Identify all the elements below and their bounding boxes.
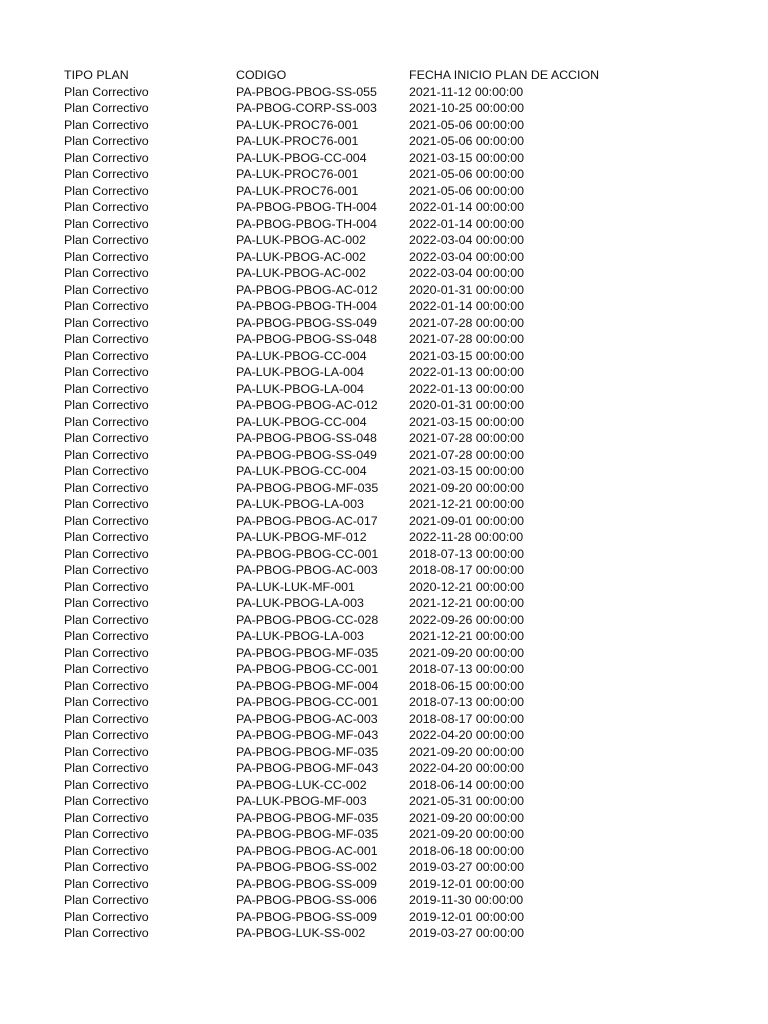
cell-fecha-inicio: 2021-11-12 00:00:00 (409, 84, 524, 99)
cell-fecha-inicio: 2021-05-06 00:00:00 (409, 117, 525, 132)
table-row (64, 843, 704, 860)
cell-fecha-inicio: 2018-06-15 00:00:00 (409, 678, 525, 693)
cell-codigo: PA-PBOG-PBOG-MF-043 (236, 728, 379, 742)
cell-fecha-inicio: 2019-12-01 00:00:00 (409, 909, 525, 924)
cell-fecha-inicio: 2022-01-13 00:00:00 (409, 381, 525, 396)
table-row (64, 793, 704, 810)
cell-fecha-inicio: 2021-05-06 00:00:00 (409, 183, 525, 198)
table-row (64, 661, 704, 678)
cell-tipo-plan: Plan Correctivo (64, 513, 149, 528)
cell-tipo-plan: Plan Correctivo (64, 200, 149, 214)
table-row (64, 694, 704, 711)
cell-fecha-inicio: 2021-09-20 00:00:00 (409, 480, 525, 495)
cell-codigo: PA-LUK-PBOG-LA-003 (236, 629, 364, 643)
cell-codigo: PA-LUK-PBOG-CC-004 (236, 464, 367, 478)
cell-tipo-plan: Plan Correctivo (64, 365, 149, 379)
cell-fecha-inicio: 2021-07-28 00:00:00 (409, 332, 525, 346)
cell-fecha-inicio: 2021-05-06 00:00:00 (409, 134, 525, 148)
header-codigo: CODIGO (236, 68, 287, 82)
cell-tipo-plan: Plan Correctivo (64, 150, 149, 165)
cell-tipo-plan: Plan Correctivo (64, 761, 149, 775)
table-row (64, 645, 704, 662)
cell-codigo: PA-PBOG-PBOG-AC-003 (236, 711, 378, 726)
cell-codigo: PA-LUK-PROC76-001 (236, 117, 359, 132)
cell-codigo: PA-PBOG-PBOG-AC-012 (236, 282, 378, 297)
cell-tipo-plan: Plan Correctivo (64, 794, 149, 808)
table-row (64, 183, 704, 200)
cell-fecha-inicio: 2018-08-17 00:00:00 (409, 563, 525, 577)
cell-fecha-inicio: 2018-07-13 00:00:00 (409, 546, 525, 561)
cell-codigo: PA-PBOG-PBOG-MF-035 (236, 744, 379, 759)
cell-fecha-inicio: 2019-03-27 00:00:00 (409, 926, 525, 940)
cell-tipo-plan: Plan Correctivo (64, 662, 149, 676)
cell-tipo-plan: Plan Correctivo (64, 744, 149, 759)
cell-fecha-inicio: 2021-03-15 00:00:00 (409, 414, 525, 429)
cell-codigo: PA-LUK-PBOG-LA-004 (236, 381, 364, 396)
cell-fecha-inicio: 2021-09-20 00:00:00 (409, 744, 525, 759)
table-row (64, 84, 704, 101)
table-row (64, 414, 704, 431)
cell-codigo: PA-LUK-PBOG-CC-004 (236, 150, 367, 165)
cell-tipo-plan: Plan Correctivo (64, 893, 149, 907)
table-row (64, 595, 704, 612)
cell-fecha-inicio: 2021-07-28 00:00:00 (409, 315, 525, 330)
cell-tipo-plan: Plan Correctivo (64, 497, 149, 511)
table-row (64, 892, 704, 909)
cell-tipo-plan: Plan Correctivo (64, 645, 149, 660)
cell-codigo: PA-LUK-PBOG-MF-003 (236, 794, 367, 808)
cell-fecha-inicio: 2021-12-21 00:00:00 (409, 596, 525, 610)
table-row (64, 249, 704, 266)
cell-codigo: PA-PBOG-PBOG-CC-001 (236, 662, 379, 676)
cell-tipo-plan: Plan Correctivo (64, 728, 149, 742)
cell-tipo-plan: Plan Correctivo (64, 530, 149, 544)
cell-codigo: PA-LUK-PBOG-AC-002 (236, 266, 366, 280)
cell-codigo: PA-LUK-PBOG-LA-004 (236, 365, 364, 379)
cell-tipo-plan: Plan Correctivo (64, 447, 149, 462)
table-row (64, 744, 704, 761)
cell-tipo-plan: Plan Correctivo (64, 695, 149, 709)
cell-fecha-inicio: 2020-01-31 00:00:00 (409, 398, 525, 412)
cell-tipo-plan: Plan Correctivo (64, 843, 149, 858)
cell-tipo-plan: Plan Correctivo (64, 612, 149, 627)
cell-tipo-plan: Plan Correctivo (64, 299, 149, 313)
cell-tipo-plan: Plan Correctivo (64, 480, 149, 495)
cell-codigo: PA-PBOG-LUK-SS-002 (236, 926, 366, 940)
cell-tipo-plan: Plan Correctivo (64, 84, 149, 99)
cell-tipo-plan: Plan Correctivo (64, 909, 149, 924)
cell-fecha-inicio: 2021-03-15 00:00:00 (409, 464, 525, 478)
cell-fecha-inicio: 2022-01-14 00:00:00 (409, 299, 525, 313)
cell-fecha-inicio: 2022-03-04 00:00:00 (409, 266, 525, 280)
cell-tipo-plan: Plan Correctivo (64, 183, 149, 198)
cell-codigo: PA-LUK-LUK-MF-001 (236, 579, 355, 594)
table-body (64, 84, 704, 942)
cell-fecha-inicio: 2021-07-28 00:00:00 (409, 447, 525, 462)
cell-codigo: PA-PBOG-PBOG-MF-043 (236, 761, 379, 775)
cell-fecha-inicio: 2019-11-30 00:00:00 (409, 893, 524, 907)
data-table (64, 67, 704, 942)
table-row (64, 579, 704, 596)
cell-fecha-inicio: 2022-09-26 00:00:00 (409, 612, 525, 627)
cell-fecha-inicio: 2022-01-14 00:00:00 (409, 216, 525, 231)
table-row (64, 727, 704, 744)
cell-codigo: PA-LUK-PBOG-AC-002 (236, 249, 366, 264)
cell-tipo-plan: Plan Correctivo (64, 216, 149, 231)
cell-fecha-inicio: 2022-01-14 00:00:00 (409, 200, 525, 214)
cell-fecha-inicio: 2021-09-20 00:00:00 (409, 827, 525, 841)
cell-codigo: PA-PBOG-PBOG-SS-048 (236, 431, 377, 445)
table-row (64, 298, 704, 315)
cell-codigo: PA-PBOG-PBOG-MF-035 (236, 810, 379, 825)
cell-fecha-inicio: 2021-03-15 00:00:00 (409, 348, 525, 363)
cell-codigo: PA-PBOG-PBOG-TH-004 (236, 299, 377, 313)
cell-tipo-plan: Plan Correctivo (64, 266, 149, 280)
cell-codigo: PA-LUK-PBOG-AC-002 (236, 233, 366, 247)
cell-tipo-plan: Plan Correctivo (64, 134, 149, 148)
cell-fecha-inicio: 2022-03-04 00:00:00 (409, 249, 525, 264)
cell-fecha-inicio: 2021-05-31 00:00:00 (409, 794, 525, 808)
cell-codigo: PA-LUK-PROC76-001 (236, 183, 359, 198)
cell-fecha-inicio: 2020-01-31 00:00:00 (409, 282, 525, 297)
cell-tipo-plan: Plan Correctivo (64, 431, 149, 445)
table-row (64, 546, 704, 563)
table-row (64, 150, 704, 167)
cell-codigo: PA-PBOG-PBOG-CC-001 (236, 695, 379, 709)
table-row (64, 216, 704, 233)
cell-tipo-plan: Plan Correctivo (64, 233, 149, 247)
table-row (64, 529, 704, 546)
cell-codigo: PA-PBOG-PBOG-SS-009 (236, 876, 377, 891)
cell-fecha-inicio: 2021-09-20 00:00:00 (409, 645, 525, 660)
cell-codigo: PA-PBOG-PBOG-MF-035 (236, 827, 379, 841)
cell-tipo-plan: Plan Correctivo (64, 315, 149, 330)
cell-fecha-inicio: 2021-12-21 00:00:00 (409, 629, 525, 643)
cell-codigo: PA-PBOG-PBOG-AC-012 (236, 398, 378, 412)
table-row (64, 678, 704, 695)
cell-tipo-plan: Plan Correctivo (64, 711, 149, 726)
cell-tipo-plan: Plan Correctivo (64, 381, 149, 396)
table-row (64, 117, 704, 134)
cell-codigo: PA-PBOG-LUK-CC-002 (236, 777, 367, 792)
table-row (64, 447, 704, 464)
cell-tipo-plan: Plan Correctivo (64, 249, 149, 264)
table-row (64, 315, 704, 332)
cell-tipo-plan: Plan Correctivo (64, 579, 149, 594)
header-tipo-plan: TIPO PLAN (64, 68, 129, 82)
table-row (64, 925, 704, 942)
cell-fecha-inicio: 2021-05-06 00:00:00 (409, 167, 525, 181)
cell-codigo: PA-PBOG-PBOG-SS-048 (236, 332, 377, 346)
cell-fecha-inicio: 2021-07-28 00:00:00 (409, 431, 525, 445)
table-row (64, 232, 704, 249)
table-row (64, 100, 704, 117)
cell-codigo: PA-PBOG-PBOG-AC-003 (236, 563, 378, 577)
table-row (64, 480, 704, 497)
table-row (64, 496, 704, 513)
cell-tipo-plan: Plan Correctivo (64, 827, 149, 841)
cell-tipo-plan: Plan Correctivo (64, 876, 149, 891)
table-row (64, 760, 704, 777)
cell-codigo: PA-PBOG-PBOG-TH-004 (236, 216, 377, 231)
table-row (64, 628, 704, 645)
cell-codigo: PA-PBOG-PBOG-AC-017 (236, 513, 378, 528)
cell-tipo-plan: Plan Correctivo (64, 678, 149, 693)
cell-tipo-plan: Plan Correctivo (64, 563, 149, 577)
header-fecha-inicio: FECHA INICIO PLAN DE ACCION (409, 68, 600, 82)
table-row (64, 463, 704, 480)
cell-tipo-plan: Plan Correctivo (64, 167, 149, 181)
table-row (64, 166, 704, 183)
cell-tipo-plan: Plan Correctivo (64, 117, 149, 132)
table-row (64, 348, 704, 365)
table-row (64, 612, 704, 629)
table-row (64, 777, 704, 794)
cell-codigo: PA-LUK-PBOG-CC-004 (236, 348, 367, 363)
cell-codigo: PA-LUK-PBOG-MF-012 (236, 530, 367, 544)
cell-fecha-inicio: 2021-12-21 00:00:00 (409, 497, 525, 511)
table-row (64, 364, 704, 381)
table-row (64, 859, 704, 876)
cell-tipo-plan: Plan Correctivo (64, 926, 149, 940)
cell-codigo: PA-PBOG-PBOG-SS-002 (236, 860, 377, 874)
table-header-row (64, 67, 704, 84)
cell-fecha-inicio: 2022-01-13 00:00:00 (409, 365, 525, 379)
cell-tipo-plan: Plan Correctivo (64, 398, 149, 412)
cell-fecha-inicio: 2021-03-15 00:00:00 (409, 150, 525, 165)
cell-codigo: PA-PBOG-PBOG-SS-009 (236, 909, 377, 924)
table-row (64, 397, 704, 414)
cell-codigo: PA-PBOG-PBOG-SS-049 (236, 447, 377, 462)
cell-tipo-plan: Plan Correctivo (64, 332, 149, 346)
cell-fecha-inicio: 2021-09-20 00:00:00 (409, 810, 525, 825)
cell-codigo: PA-PBOG-PBOG-MF-035 (236, 645, 379, 660)
cell-codigo: PA-PBOG-PBOG-MF-004 (236, 678, 379, 693)
cell-fecha-inicio: 2018-06-14 00:00:00 (409, 777, 525, 792)
table-row (64, 381, 704, 398)
table-row (64, 562, 704, 579)
cell-fecha-inicio: 2022-03-04 00:00:00 (409, 233, 525, 247)
cell-tipo-plan: Plan Correctivo (64, 596, 149, 610)
cell-fecha-inicio: 2018-06-18 00:00:00 (409, 843, 525, 858)
cell-codigo: PA-PBOG-PBOG-AC-001 (236, 843, 378, 858)
cell-fecha-inicio: 2018-07-13 00:00:00 (409, 695, 525, 709)
cell-tipo-plan: Plan Correctivo (64, 464, 149, 478)
table-row (64, 331, 704, 348)
cell-codigo: PA-LUK-PROC76-001 (236, 167, 359, 181)
cell-codigo: PA-LUK-PBOG-LA-003 (236, 596, 364, 610)
table-row (64, 810, 704, 827)
cell-codigo: PA-PBOG-PBOG-TH-004 (236, 200, 377, 214)
cell-tipo-plan: Plan Correctivo (64, 860, 149, 874)
table-row (64, 430, 704, 447)
cell-fecha-inicio: 2018-08-17 00:00:00 (409, 711, 525, 726)
table-row (64, 265, 704, 282)
cell-fecha-inicio: 2022-11-28 00:00:00 (409, 530, 524, 544)
cell-codigo: PA-LUK-PBOG-CC-004 (236, 414, 367, 429)
cell-codigo: PA-PBOG-PBOG-SS-006 (236, 893, 377, 907)
table-row (64, 826, 704, 843)
table-row (64, 133, 704, 150)
cell-fecha-inicio: 2019-12-01 00:00:00 (409, 876, 525, 891)
cell-fecha-inicio: 2022-04-20 00:00:00 (409, 761, 525, 775)
cell-codigo: PA-LUK-PROC76-001 (236, 134, 359, 148)
cell-tipo-plan: Plan Correctivo (64, 282, 149, 297)
cell-fecha-inicio: 2019-03-27 00:00:00 (409, 860, 525, 874)
cell-tipo-plan: Plan Correctivo (64, 629, 149, 643)
table-row (64, 711, 704, 728)
table-row (64, 199, 704, 216)
table-row (64, 876, 704, 893)
cell-tipo-plan: Plan Correctivo (64, 414, 149, 429)
cell-codigo: PA-PBOG-PBOG-CC-001 (236, 546, 379, 561)
cell-codigo: PA-LUK-PBOG-LA-003 (236, 497, 364, 511)
table-row (64, 513, 704, 530)
cell-fecha-inicio: 2018-07-13 00:00:00 (409, 662, 525, 676)
table-row (64, 909, 704, 926)
cell-fecha-inicio: 2022-04-20 00:00:00 (409, 728, 525, 742)
cell-tipo-plan: Plan Correctivo (64, 348, 149, 363)
cell-codigo: PA-PBOG-PBOG-CC-028 (236, 612, 379, 627)
cell-fecha-inicio: 2021-09-01 00:00:00 (409, 513, 525, 528)
cell-tipo-plan: Plan Correctivo (64, 546, 149, 561)
cell-codigo: PA-PBOG-CORP-SS-003 (236, 101, 377, 115)
cell-tipo-plan: Plan Correctivo (64, 777, 149, 792)
cell-codigo: PA-PBOG-PBOG-SS-055 (236, 84, 377, 99)
cell-tipo-plan: Plan Correctivo (64, 810, 149, 825)
table-row (64, 282, 704, 299)
cell-fecha-inicio: 2020-12-21 00:00:00 (409, 579, 525, 594)
cell-codigo: PA-PBOG-PBOG-MF-035 (236, 480, 379, 495)
cell-tipo-plan: Plan Correctivo (64, 101, 149, 115)
cell-fecha-inicio: 2021-10-25 00:00:00 (409, 101, 525, 115)
cell-codigo: PA-PBOG-PBOG-SS-049 (236, 315, 377, 330)
